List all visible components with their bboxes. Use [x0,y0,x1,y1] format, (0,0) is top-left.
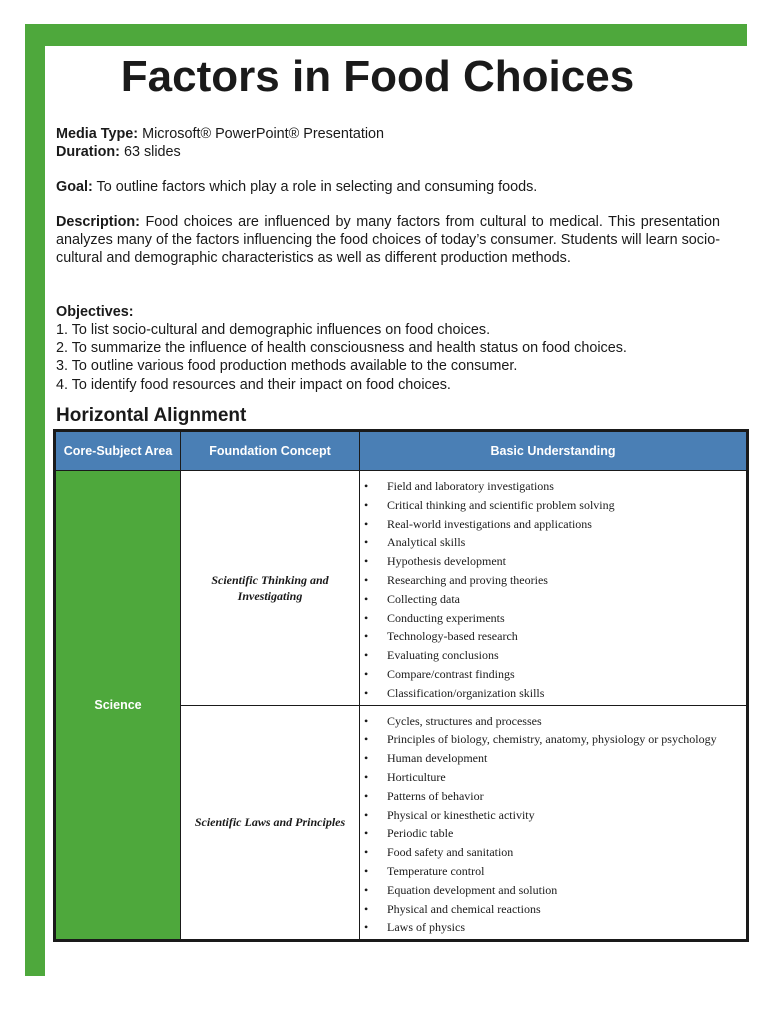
foundation-concept-cell: Scientific Laws and Principles [181,705,360,941]
foundation-concept-cell: Scientific Thinking and Investigating [181,471,360,706]
list-item: • Principles of biology, chemistry, anatomy, physiology or psychology [364,730,740,749]
list-item: • Analytical skills [364,533,740,552]
description-label: Description: [56,214,140,230]
media-type-label: Media Type: [56,126,139,142]
list-item: • Hypothesis development [364,552,740,571]
list-item: • Classification/organization skills [364,684,740,703]
understanding-list [364,712,740,938]
description-paragraph [56,213,720,267]
list-item: • Physical or kinesthetic activity [364,806,740,825]
goal-value: To outline factors which play a role in selecting and consuming foods. [96,179,538,195]
page-title: Factors in Food Choices [120,52,635,101]
list-item: • Temperature control [364,862,740,881]
header-foundation-concept: Foundation Concept [181,431,360,471]
table-header-row [55,431,748,471]
list-item: • Food safety and sanitation [364,843,740,862]
objective-item: 3. To outline various food production methods available to the consumer. [56,358,518,375]
media-type-value: Microsoft® PowerPoint® Presentation [142,126,385,142]
objectives-section [56,303,720,394]
alignment-heading: Horizontal Alignment [56,405,247,426]
basic-understanding-cell [360,471,748,706]
list-item: • Collecting data [364,590,740,609]
header-core-subject-area: Core-Subject Area [55,431,181,471]
list-item: • Field and laboratory investigations [364,477,740,496]
green-left-bar [25,24,45,976]
table-row [55,471,748,706]
list-item: • Conducting experiments [364,609,740,628]
objective-item: 2. To summarize the influence of health consciousness and health status on food choices. [56,340,627,357]
list-item: • Physical and chemical reactions [364,900,740,919]
goal-label: Goal: [56,179,93,195]
list-item: • Periodic table [364,824,740,843]
list-item: • Real-world investigations and applications [364,515,740,534]
understanding-list [364,477,740,703]
list-item: • Horticulture [364,768,740,787]
list-item: • Technology-based research [364,627,740,646]
header-basic-understanding: Basic Understanding [360,431,748,471]
list-item: • Compare/contrast findings [364,665,740,684]
duration-line [56,143,720,161]
list-item: • Evaluating conclusions [364,646,740,665]
core-subject-area-cell: Science [55,471,181,941]
duration-value: 63 slides [123,144,181,160]
objective-item: 1. To list socio-cultural and demographic influences on food choices. [56,322,491,338]
objectives-list [56,321,720,394]
objective-item: 4. To identify food resources and their impact on food choices. [56,376,451,393]
duration-label: Duration: [56,144,120,160]
objectives-label: Objectives: [56,304,134,320]
list-item: • Equation development and solution [364,881,740,900]
list-item: • Patterns of behavior [364,787,740,806]
list-item: • Critical thinking and scientific problem solving [364,496,740,515]
list-item: • Laws of physics [364,918,740,937]
media-info [56,125,720,161]
alignment-table [53,429,749,942]
basic-understanding-cell [360,705,748,941]
list-item: • Researching and proving theories [364,571,740,590]
media-type-line [56,125,720,143]
list-item: • Human development [364,749,740,768]
goal-paragraph [56,178,720,196]
green-top-bar [25,24,747,46]
description-value: Food choices are influenced by many factors from cultural to medical. This presentation analyzes many of the factors influencing the food choices of today’s consumer. Students will learn socio-cultural and demographic characteristics as well as different production methods. [56,214,720,266]
list-item: • Cycles, structures and processes [364,712,740,731]
